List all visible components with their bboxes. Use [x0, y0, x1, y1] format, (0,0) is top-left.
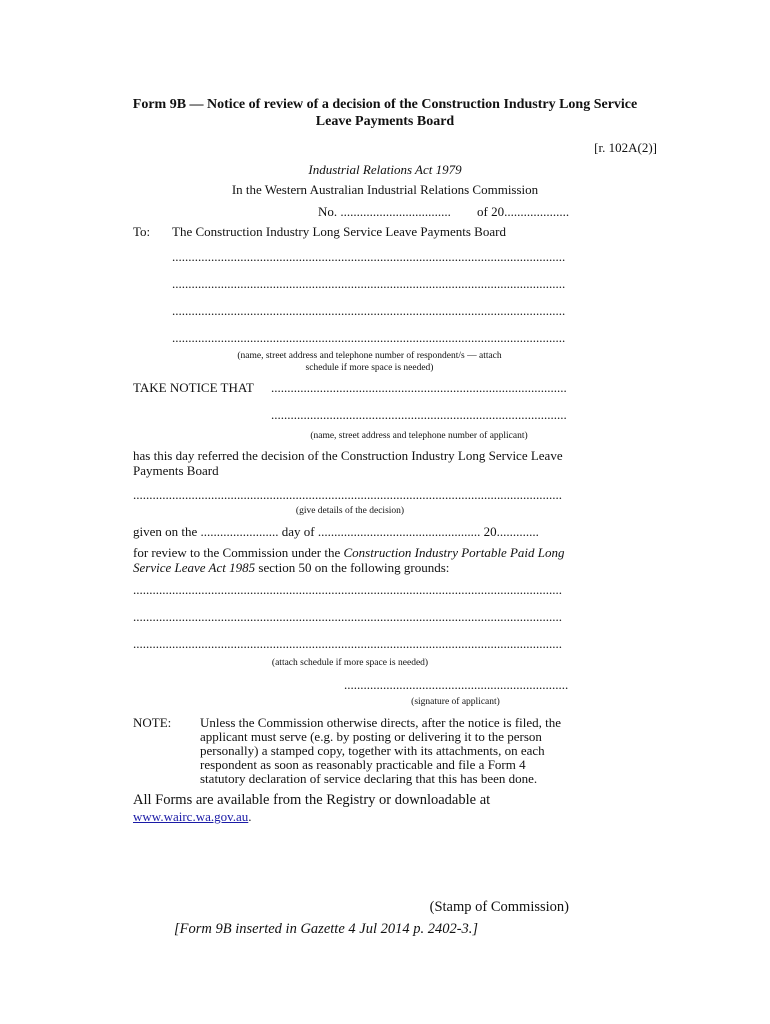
year-field[interactable]: of 20....................	[477, 204, 570, 219]
review-text-line-1	[133, 545, 565, 561]
website-period: .	[248, 809, 252, 824]
take-notice-label: TAKE NOTICE THAT	[133, 380, 254, 395]
act-title-part-2: Service Leave Act 1985	[133, 560, 256, 575]
signature-line[interactable]: .....................................................................	[344, 677, 569, 692]
decision-details-line[interactable]: ....................................................................................................................................	[133, 487, 562, 502]
review-text-tail: section 50 on the following grounds:	[255, 560, 450, 575]
form-title-line-1: Form 9B — Notice of review of a decision of the Construction Industry Long Service	[132, 97, 638, 112]
applicant-line-1[interactable]: ...........................................................................................	[271, 380, 567, 395]
note-label: NOTE:	[133, 715, 172, 730]
respondent-line-3[interactable]: .........................................................................................................................	[172, 303, 566, 318]
attach-note: (attach schedule if more space is needed)	[271, 658, 429, 668]
note-line-5: statutory declaration of service declaring that this has been done.	[200, 771, 538, 786]
signature-note: (signature of applicant)	[411, 697, 500, 707]
grounds-line-1[interactable]: ....................................................................................................................................	[133, 582, 562, 597]
act-name: Industrial Relations Act 1979	[308, 162, 462, 177]
respondent-note-1: (name, street address and telephone number of respondent/s — attach	[237, 351, 502, 361]
review-text-line-2	[133, 560, 449, 576]
note-line-4: respondent as soon as reasonably practicable and file a Form 4	[200, 757, 526, 772]
decision-note: (give details of the decision)	[295, 506, 405, 516]
form-title-line-2: Leave Payments Board	[315, 114, 455, 129]
respondent-line-4[interactable]: .........................................................................................................................	[172, 330, 566, 345]
forms-available-text: All Forms are available from the Registry or downloadable at	[133, 792, 491, 808]
note-line-2: applicant must serve (e.g. by posting or delivering it to the person	[200, 729, 542, 744]
to-recipient: The Construction Industry Long Service Leave Payments Board	[172, 224, 506, 239]
case-number-field[interactable]: No. ..................................	[318, 204, 451, 219]
respondent-line-2[interactable]: .........................................................................................................................	[172, 276, 566, 291]
respondent-line-1[interactable]: .........................................................................................................................	[172, 249, 566, 264]
act-title-part-1: Construction Industry Portable Paid Long	[343, 545, 565, 560]
given-on-date-field[interactable]: given on the ........................ day of .................................................. 20.............	[133, 524, 539, 539]
to-label: To:	[133, 224, 151, 239]
review-text-plain: for review to the Commission under the	[133, 545, 344, 560]
note-line-3: personally) a stamped copy, together with its attachments, on each	[200, 743, 545, 758]
commission-name: In the Western Australian Industrial Relations Commission	[231, 182, 539, 197]
respondent-note-2: schedule if more space is needed)	[305, 363, 434, 373]
grounds-line-3[interactable]: ....................................................................................................................................	[133, 636, 562, 651]
applicant-note: (name, street address and telephone number of applicant)	[310, 431, 528, 441]
stamp-of-commission: (Stamp of Commission)	[429, 899, 569, 915]
website-line	[133, 809, 252, 825]
gazette-note: [Form 9B inserted in Gazette 4 Jul 2014 p. 2402-3.]	[174, 921, 479, 937]
rule-reference: [r. 102A(2)]	[594, 140, 657, 155]
referred-text-line-2: Payments Board	[133, 463, 219, 478]
website-link[interactable]: www.wairc.wa.gov.au	[133, 809, 249, 824]
applicant-line-2[interactable]: ...........................................................................................	[271, 407, 567, 422]
referred-text-line-1: has this day referred the decision of the Construction Industry Long Service Leave	[133, 448, 563, 463]
grounds-line-2[interactable]: ....................................................................................................................................	[133, 609, 562, 624]
note-line-1: Unless the Commission otherwise directs, after the notice is filed, the	[200, 715, 562, 730]
